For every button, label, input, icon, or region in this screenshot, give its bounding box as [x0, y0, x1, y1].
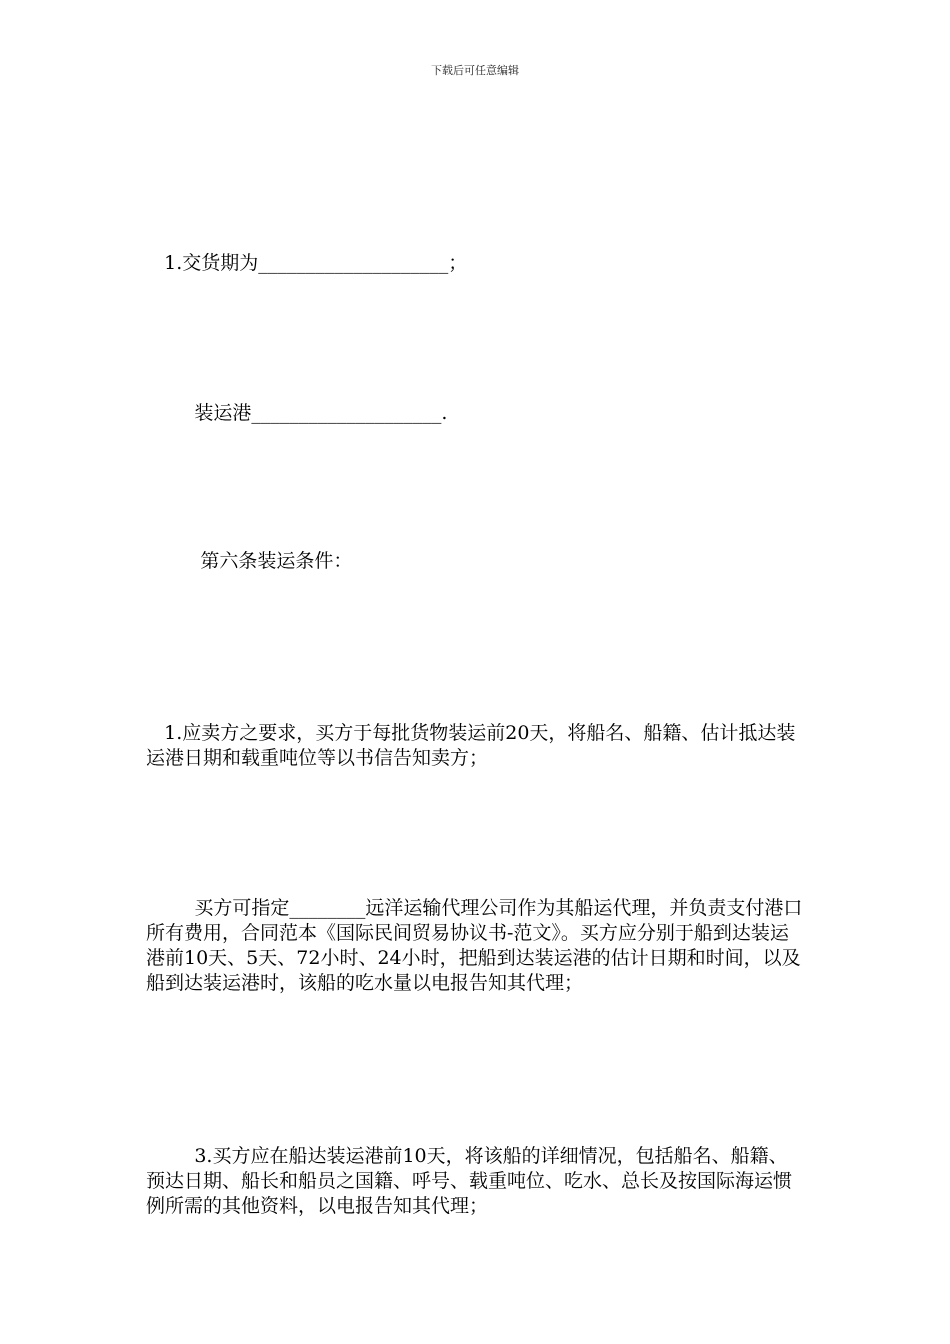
paragraph-loading-port: 装运港____________________.	[146, 402, 448, 424]
paragraph-article-six-heading: 第六条装运条件：	[146, 550, 353, 572]
paragraph-shipping-agent: 买方可指定________远洋运输代理公司作为其船运代理，并负责支付港口所有费用，合同范本《国际民间贸易协议书-范文》。买方应分别于船到达装运港前10天、5天、72小时、24小时，把船到达装运港的估计日期和时间，以及船到达装运港时，该船的吃水量以电报告知其代理；	[146, 897, 803, 994]
paragraph-delivery-period: 1.交货期为____________________；	[146, 252, 468, 274]
paragraph-clause-1: 1.应卖方之要求，买方于每批货物装运前20天，将船名、船籍、估计抵达装运港日期和载重吨位等以书信告知卖方；	[146, 722, 796, 769]
page-header: 下载后可任意编辑	[431, 64, 519, 77]
paragraph-clause-3: 3.买方应在船达装运港前10天，将该船的详细情况，包括船名、船籍、预达日期、船长和船员之国籍、呼号、载重吨位、吃水、总长及按国际海运惯例所需的其他资料，以电报告知其代理；	[146, 1145, 793, 1217]
